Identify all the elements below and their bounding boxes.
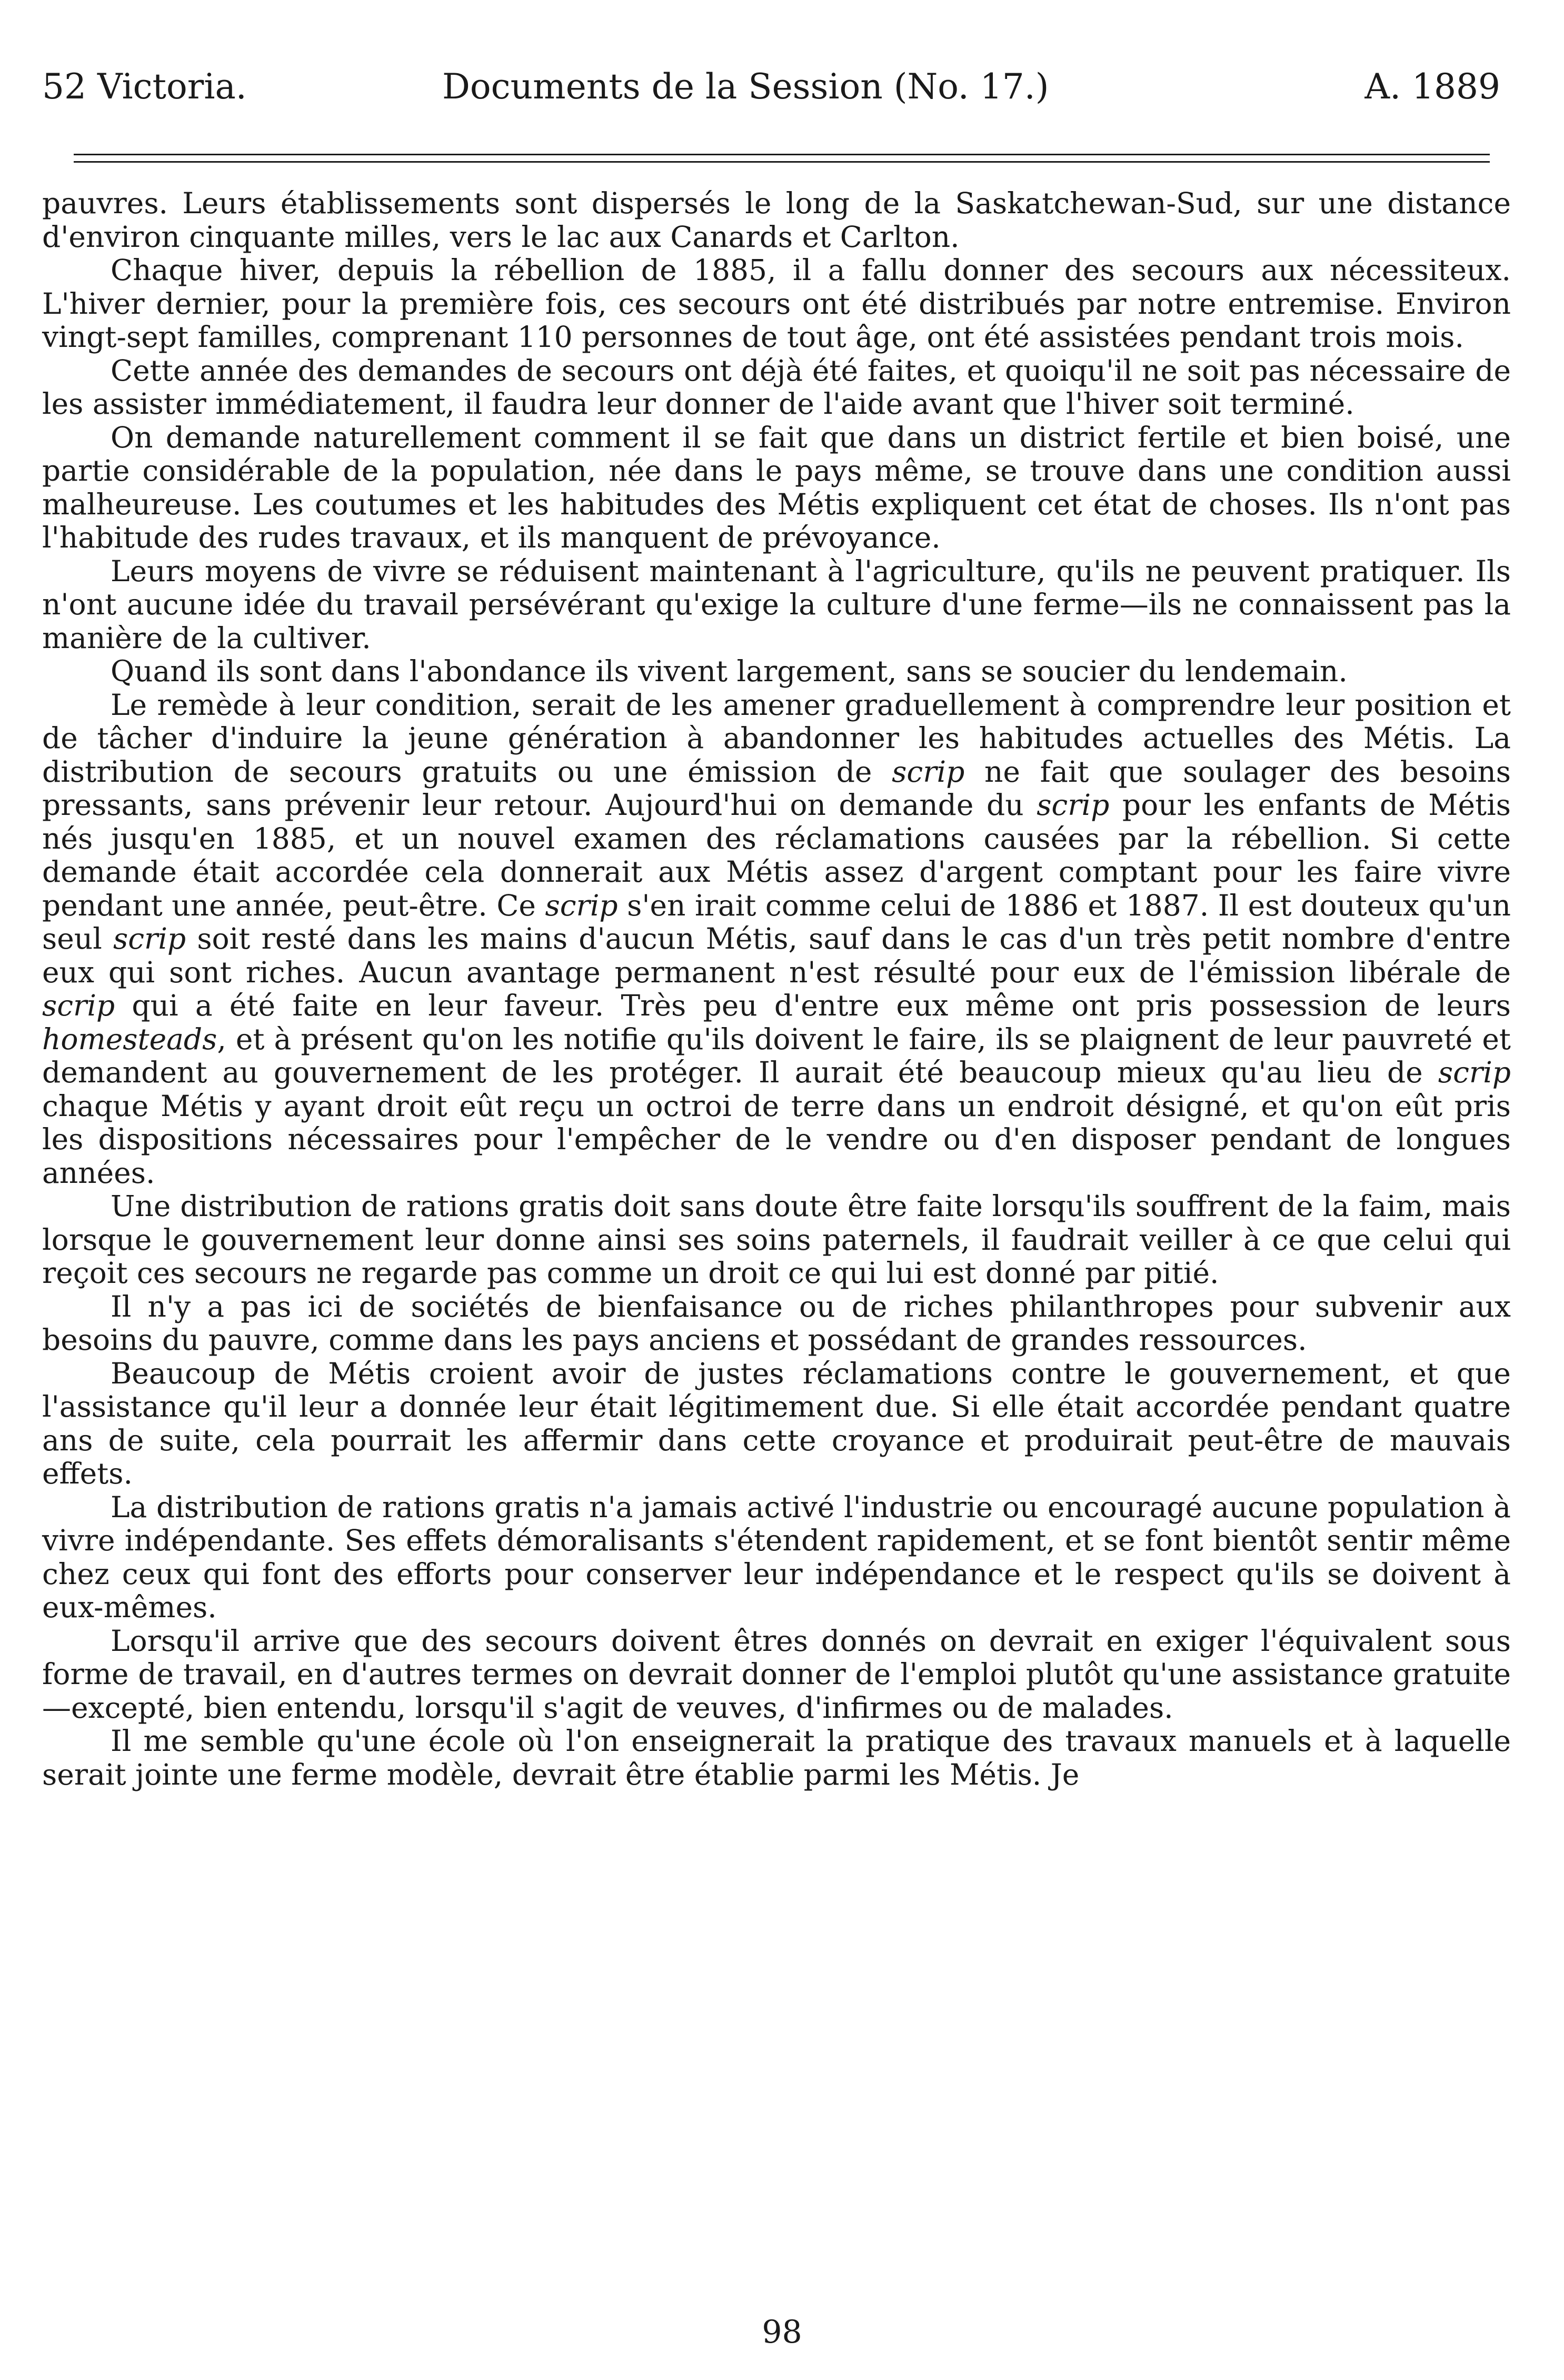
text-run: ne fait que soulager des besoins pressants, sans prévenir leur retour. Aujourd'hui on demande du [42, 754, 1511, 822]
running-header [42, 63, 1500, 111]
paragraph: Leurs moyens de vivre se réduisent maintenant à l'agriculture, qu'ils ne peuvent pratiquer. Ils n'ont aucune idée du travail persévérant qu'exige la culture d'une ferme—ils ne connaissent pas la manière de la cultiver. [42, 554, 1511, 655]
paragraph: La distribution de rations gratis n'a jamais activé l'industrie ou encouragé aucune population à vivre indépendante. Ses effets démoralisants s'étendent rapidement, et se font bientôt sentir même chez ceux qui font des efforts pour conserver leur indépendance et le respect qu'ils se doivent à eux-mêmes. [42, 1490, 1511, 1624]
page-number: 98 [762, 2314, 802, 2351]
header-rule-top [74, 154, 1490, 155]
paragraph: Lorsqu'il arrive que des secours doivent êtres donnés on devrait en exiger l'équivalent sous forme de travail, en d'autres termes on devrait donner de l'emploi plutôt qu'une assistance gratuite—excepté, bien entendu, lorsqu'il s'agit de veuves, d'infirmes ou de malades. [42, 1624, 1511, 1725]
header-title: Documents de la Session (No. 17.) [442, 66, 1049, 107]
header-year: A. 1889 [1364, 66, 1500, 107]
paragraph: Beaucoup de Métis croient avoir de justes réclamations contre le gouvernement, et que l'assistance qu'il leur a donnée leur était légitimement due. Si elle était accordée pendant quatre ans de suite, cela pourrait les affermir dans cette croyance et produirait peut-être de mauvais effets. [42, 1356, 1511, 1490]
paragraph: Une distribution de rations gratis doit sans doute être faite lorsqu'ils souffrent de la faim, mais lorsque le gouvernement leur donne ainsi ses soins paternels, il faudrait veiller à ce que celui qui reçoit ces secours ne regarde pas comme un droit ce qui lui est donné par pitié. [42, 1189, 1511, 1290]
italic-term: scrip [1438, 1055, 1511, 1089]
italic-term: scrip [1037, 788, 1110, 822]
text-run: Le remède à leur condition, serait de les amener graduellement à comprendre leur position et de tâcher d'induire la jeune génération à abandonner les habitudes actuelles des Métis. La distribution de secours gratuits ou une émission de [42, 688, 1511, 789]
header-volume: 52 Victoria. [42, 66, 247, 107]
paragraph: Il n'y a pas ici de sociétés de bienfaisance ou de riches philanthropes pour subvenir aux besoins du pauvre, comme dans les pays anciens et possédant de grandes ressources. [42, 1289, 1511, 1357]
italic-term: scrip [892, 754, 965, 789]
body-text [42, 187, 1511, 1791]
text-run: s'en irait comme celui de 1886 et 1887. Il est douteux qu'un seul [42, 888, 1511, 955]
text-run: , et à présent qu'on les notifie qu'ils doivent le faire, ils se plaignent de leur pauvreté et demandent au gouvernement de les protéger. Il aurait été beaucoup mieux qu'au lieu de [42, 1022, 1511, 1089]
paragraph: Il me semble qu'une école où l'on enseignerait la pratique des travaux manuels et à laquelle serait jointe une ferme modèle, devrait être établie parmi les Métis. Je [42, 1724, 1511, 1791]
paragraph: Quand ils sont dans l'abondance ils vivent largement, sans se soucier du lendemain. [111, 654, 1348, 688]
text-run: soit resté dans les mains d'aucun Métis, sauf dans le cas d'un très petit nombre d'entre eux qui sont riches. Aucun avantage permanent n'est résulté pour eux de l'émission libérale de [42, 922, 1511, 989]
paragraph: Cette année des demandes de secours ont déjà été faites, et quoiqu'il ne soit pas nécessaire de les assister immédiatement, il faudra leur donner de l'aide avant que l'hiver soit terminé. [42, 353, 1511, 421]
paragraph: pauvres. Leurs établissements sont dispersés le long de la Saskatchewan-Sud, sur une distance d'environ cinquante milles, vers le lac aux Canards et Carlton. [42, 186, 1511, 254]
text-run: chaque Métis y ayant droit eût reçu un octroi de terre dans un endroit désigné, et qu'on eût pris les dispositions nécessaires pour l'empêcher de le vendre ou d'en disposer pendant de longues années. [42, 1089, 1511, 1190]
italic-term: scrip [42, 989, 115, 1022]
paragraph [42, 689, 1511, 1190]
italic-term: homesteads [42, 1022, 217, 1056]
italic-term: scrip [113, 922, 186, 955]
paragraph: On demande naturellement comment il se fait que dans un district fertile et bien boisé, une partie considérable de la population, née dans le pays même, se trouve dans une condition aussi malheureuse. Les coutumes et les habitudes des Métis expliquent cet état de choses. Ils n'ont pas l'habitude des rudes travaux, et ils manquent de prévoyance. [42, 420, 1511, 554]
paragraph: Chaque hiver, depuis la rébellion de 1885, il a fallu donner des secours aux nécessiteux. L'hiver dernier, pour la première fois, ces secours ont été distribués par notre entremise. Environ vingt-sept familles, comprenant 110 personnes de tout âge, ont été assistées pendant trois mois. [42, 253, 1511, 354]
text-run: qui a été faite en leur faveur. Très peu d'entre eux même ont pris possession de leurs [115, 989, 1511, 1022]
header-rule-bottom [74, 161, 1490, 163]
italic-term: scrip [545, 888, 618, 922]
text-run: pour les enfants de Métis nés jusqu'en 1885, et un nouvel examen des réclamations causées par la rébellion. Si cette demande était accordée cela donnerait aux Métis assez d'argent comptant pour les faire vivre pendant une année, peut-être. Ce [42, 788, 1511, 922]
